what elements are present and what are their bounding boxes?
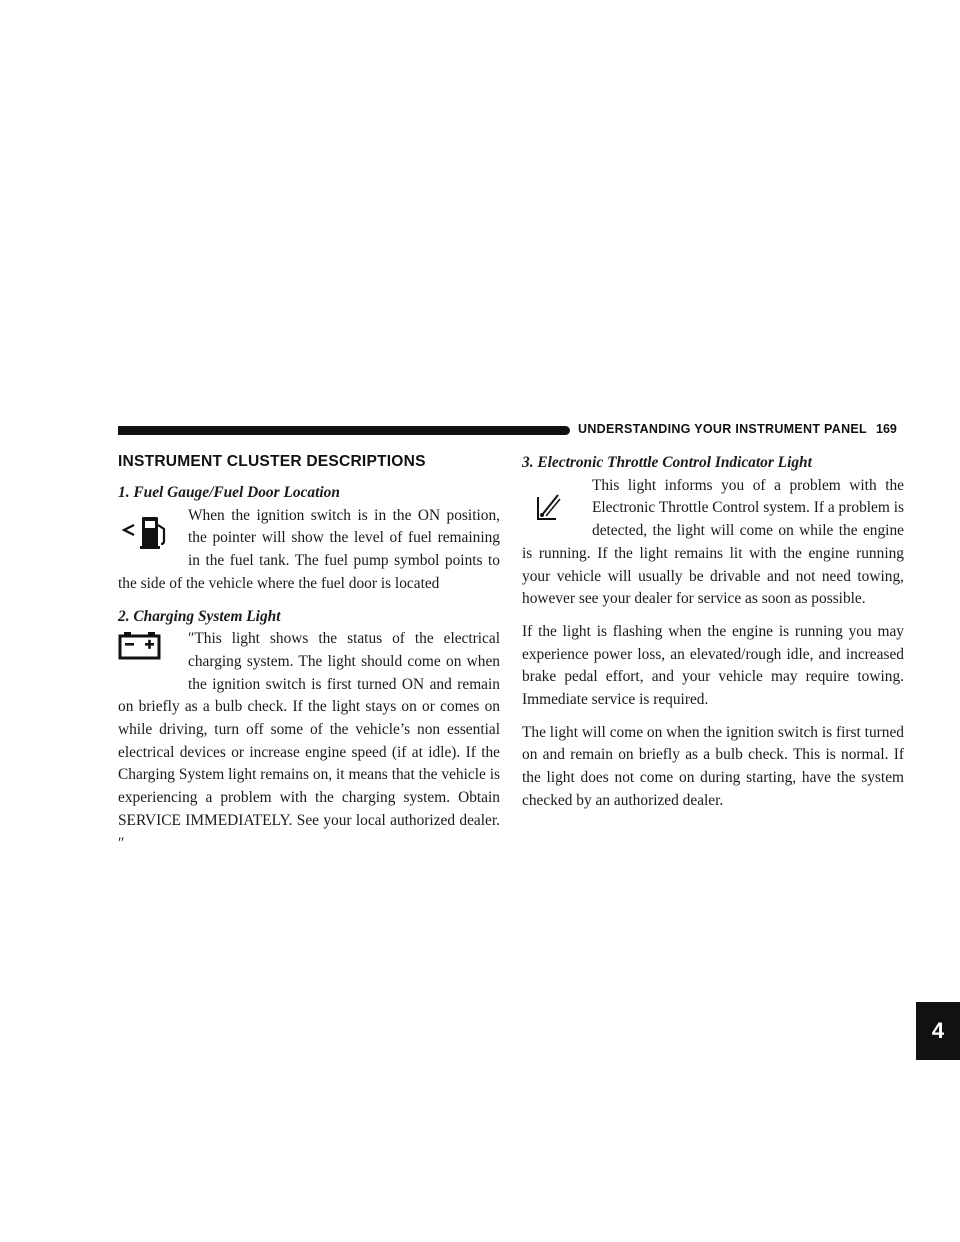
- running-header-title: UNDERSTANDING YOUR INSTRUMENT PANEL: [578, 422, 867, 436]
- battery-icon: [118, 628, 182, 674]
- paragraph-flashing-light: If the light is flashing when the engine is running you may experience power loss, an elevated/rough idle, and increased brake pedal effort, and your vehicle may require towing. Immediate service is required.: [522, 622, 904, 709]
- chapter-tab: 4: [916, 1002, 960, 1060]
- item-charging-system: [118, 606, 500, 856]
- item-heading: 2. Charging System Light: [118, 607, 281, 625]
- item-heading: 1. Fuel Gauge/Fuel Door Location: [118, 484, 340, 501]
- item-fuel-gauge: [118, 482, 500, 596]
- right-column: [522, 452, 904, 823]
- fuel-pump-icon: [118, 505, 182, 573]
- item-body: ″This light shows the status of the electrical charging system. The light should come on when the ignition switch is first turned ON and remain on briefly as a bulb check. If the light stays on or comes on while driving, turn off some of the vehicle’s non essential electrical devices or increase engine speed (if at idle). If the Charging System light remains on, it means that the vehicle is experiencing a problem with the charging system. Obtain SERVICE IMMEDIATELY. See your local authorized dealer.″: [118, 630, 500, 852]
- section-title: INSTRUMENT CLUSTER DESCRIPTIONS: [118, 453, 426, 470]
- throttle-icon: [522, 475, 586, 543]
- left-column: [118, 452, 500, 865]
- header-bar: [118, 426, 570, 435]
- page-number: 169: [876, 422, 897, 436]
- item-heading: 3. Electronic Throttle Control Indicator Light: [522, 454, 812, 471]
- item-body: When the ignition switch is in the ON position, the pointer will show the level of fuel remaining in the fuel tank. The fuel pump symbol points to the side of the vehicle where the fuel door is located: [118, 506, 500, 592]
- paragraph-bulb-check: The light will come on when the ignition switch is first turned on and remain on briefly as a bulb check. This is normal. If the light does not come on during starting, have the system checked by an authorized dealer.: [522, 723, 904, 809]
- item-body: This light informs you of a problem with the Electronic Throttle Control system. If a problem is detected, the light will come on while the engine is running. If the light remains lit with the engine running your vehicle will usually be drivable and not need towing, however see your dealer for service as soon as possible.: [522, 476, 904, 608]
- item-electronic-throttle: [522, 452, 904, 611]
